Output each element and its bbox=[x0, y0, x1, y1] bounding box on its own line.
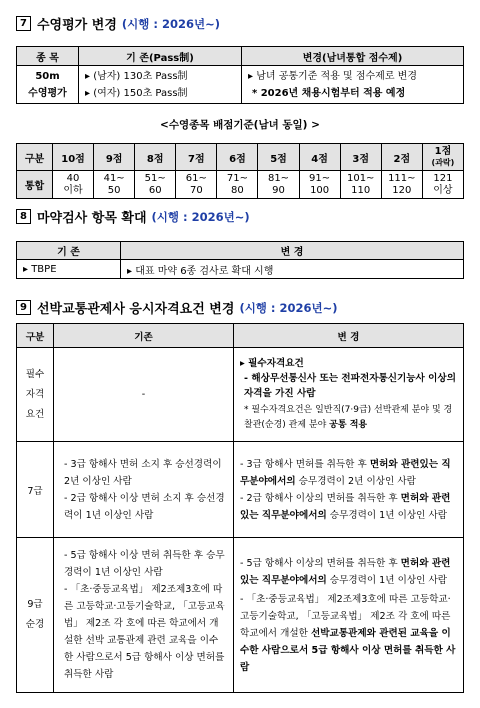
col-header: 기 존 bbox=[17, 242, 121, 260]
row-label-line: 9급 bbox=[27, 599, 43, 610]
before-cell bbox=[54, 442, 234, 538]
after-text: - 「초·중등교육법」 제2조제3호에 따른 고등학교·고등기술학교, 「고등교육법」 제2조 각 호에 따른 학교에서 개설한 bbox=[240, 593, 451, 639]
score-col-header: 5점 bbox=[258, 144, 299, 171]
after-note: * 2026년 채용시험부터 적용 예정 bbox=[252, 87, 406, 99]
score-value: 80 bbox=[231, 184, 244, 196]
row-label: 통합 bbox=[17, 171, 53, 199]
row-label bbox=[17, 538, 54, 693]
drug-test-table bbox=[16, 241, 464, 279]
score-cell bbox=[217, 171, 258, 199]
row-label-line: 자격 bbox=[25, 388, 45, 400]
after-text: - 3급 항해사 면허를 취득한 후 bbox=[240, 458, 370, 470]
score-value: 120 bbox=[392, 184, 412, 196]
col-header: 기 존(Pass制) bbox=[79, 47, 242, 66]
swim-change-table bbox=[16, 46, 464, 104]
before-line: ▸ (남자) 130초 Pass制 bbox=[85, 70, 188, 82]
score-value: 이하 bbox=[63, 184, 83, 196]
before-line: ▸ (여자) 150초 Pass制 bbox=[85, 87, 188, 99]
section-heading: 선박교통관제사 응시자격요건 변경 bbox=[37, 302, 235, 317]
section-number: 9 bbox=[16, 300, 31, 315]
score-col-header: 구분 bbox=[17, 144, 53, 171]
col-header: 변 경 bbox=[234, 324, 464, 348]
score-value: 41~ bbox=[103, 172, 125, 184]
after-item bbox=[240, 591, 457, 676]
section-7-title bbox=[16, 14, 220, 33]
score-value: 61~ bbox=[185, 172, 207, 184]
score-cell bbox=[94, 171, 135, 199]
fail-note: (과락) bbox=[431, 158, 455, 167]
after-text: 승무경력이 1년 이상인 사람 bbox=[326, 574, 447, 586]
after-emphasis: 선박교통관제와 관련된 교육을 이수한 사람으로서 5급 항해사 이상 면허를 취득한 사람 bbox=[240, 627, 456, 673]
event-line: 50m bbox=[35, 70, 60, 82]
score-col-label: 1점 bbox=[434, 146, 452, 157]
score-value: 이상 bbox=[433, 184, 453, 196]
after-emphasis: 면허와 관련 있는 직무분야에서의 bbox=[240, 557, 451, 586]
after-note bbox=[240, 403, 457, 433]
row-label: 7급 bbox=[17, 442, 54, 538]
score-table-title: <수영종목 배점기준(남녀 동일) > bbox=[160, 119, 320, 131]
score-value: 101~ bbox=[346, 172, 375, 184]
after-text: 승무경력이 2년 이상인 사람 bbox=[295, 475, 416, 487]
after-text: - 2급 항해사 이상의 면허를 취득한 후 bbox=[240, 492, 401, 504]
after-text: 승무경력이 1년 이상인 사람 bbox=[326, 509, 447, 521]
score-col-header: 6점 bbox=[217, 144, 258, 171]
score-col-header bbox=[422, 144, 463, 171]
before-item: - 5급 항해사 이상 면허 취득한 후 승무경력이 1년 이상인 사람 bbox=[64, 550, 225, 578]
col-header: 변경(남녀통합 점수제) bbox=[242, 47, 464, 66]
row-label bbox=[17, 348, 54, 442]
after-item bbox=[240, 490, 457, 524]
row-label-line: 필수 bbox=[25, 368, 45, 380]
score-col-header: 10점 bbox=[53, 144, 94, 171]
score-col-header: 3점 bbox=[340, 144, 381, 171]
vts-qualification-table bbox=[16, 323, 464, 693]
section-9-title bbox=[16, 298, 338, 317]
table-row bbox=[17, 442, 464, 538]
section-heading: 마약검사 항목 확대 bbox=[37, 211, 147, 226]
before-cell: - bbox=[54, 348, 234, 442]
score-col-header: 2점 bbox=[381, 144, 422, 171]
before-item: - 3급 항해사 면허 소지 후 승선경력이 2년 이상인 사람 bbox=[64, 458, 222, 487]
score-value: 60 bbox=[148, 184, 162, 196]
after-emphasis: 면허와 관련있는 직무분야에서의 bbox=[240, 492, 451, 521]
note-text: * 필수자격요건은 일반직(7·9급) 선박관제 분야 및 경찰관(순경) 관제 분야 bbox=[244, 405, 453, 430]
after-text: - 5급 항해사 이상의 면허를 취득한 후 bbox=[240, 557, 401, 569]
score-value: 100 bbox=[310, 184, 330, 196]
effective-date: (시행 : 2026년~) bbox=[239, 300, 338, 315]
after-cell bbox=[234, 348, 464, 442]
score-cell bbox=[381, 171, 422, 199]
row-label-line: 요건 bbox=[25, 408, 45, 420]
score-cell bbox=[53, 171, 94, 199]
score-col-header: 8점 bbox=[135, 144, 176, 171]
after-item bbox=[240, 456, 457, 490]
score-table bbox=[16, 143, 464, 199]
table-row bbox=[17, 348, 464, 442]
score-cell bbox=[299, 171, 340, 199]
after-cell bbox=[234, 442, 464, 538]
after-cell bbox=[234, 538, 464, 693]
after-item bbox=[240, 555, 457, 589]
section-heading: 수영평가 변경 bbox=[37, 18, 117, 33]
col-header: 기존 bbox=[54, 324, 234, 348]
effective-date: (시행 : 2026년~) bbox=[151, 209, 250, 224]
section-number: 8 bbox=[16, 209, 31, 224]
event-line: 수영평가 bbox=[28, 87, 67, 99]
score-cell bbox=[135, 171, 176, 199]
score-value: 81~ bbox=[267, 172, 290, 184]
score-value: 51~ bbox=[144, 172, 166, 184]
score-col-header: 4점 bbox=[299, 144, 340, 171]
after-cell bbox=[242, 66, 464, 104]
effective-date: (시행 : 2026년~) bbox=[121, 16, 220, 31]
after-cell: ▸ 대표 마약 6종 검사로 확대 시행 bbox=[121, 260, 464, 279]
score-cell bbox=[258, 171, 299, 199]
score-value: 70 bbox=[189, 184, 203, 196]
section-number: 7 bbox=[16, 16, 31, 31]
after-emphasis: 면허와 관련있는 직무분야에서의 bbox=[240, 458, 451, 487]
before-cell bbox=[79, 66, 242, 104]
score-value: 91~ bbox=[309, 172, 331, 184]
event-cell bbox=[17, 66, 79, 104]
before-cell: ▸ TBPE bbox=[17, 260, 121, 279]
before-cell bbox=[54, 538, 234, 693]
score-value: 71~ bbox=[226, 172, 248, 184]
after-line: ▸ 남녀 공통기준 적용 및 점수제로 변경 bbox=[248, 70, 417, 82]
score-value: 121 bbox=[433, 172, 453, 184]
score-value: 40 bbox=[66, 172, 80, 184]
score-row bbox=[17, 171, 464, 199]
before-item: - 「초·중등교육법」 제2조제3호에 따른 고등학교·고등기술학교, 「고등교육법」 제2조 각 호에 따른 학교에서 개설한 선박 교통관제 관련 교육을 이수한 사람으로서 5급 항해사 이상 면허를 취득한 사람 bbox=[64, 584, 225, 680]
after-item: - 해상무선통신사 또는 전파전자통신기능사 이상의 자격을 가진 사람 bbox=[244, 373, 456, 399]
col-header: 구분 bbox=[17, 324, 54, 348]
after-title: ▸ 필수자격요건 bbox=[240, 358, 304, 369]
section-8-title bbox=[16, 207, 250, 226]
table-row bbox=[17, 538, 464, 693]
score-cell bbox=[422, 171, 463, 199]
score-col-header: 9점 bbox=[94, 144, 135, 171]
col-header: 종 목 bbox=[17, 47, 79, 66]
score-cell bbox=[176, 171, 217, 199]
note-emphasis: 공통 적용 bbox=[329, 420, 368, 430]
score-value: 90 bbox=[272, 184, 285, 196]
before-item: - 2급 항해사 이상 면허 소지 후 승선경력이 1년 이상인 사람 bbox=[64, 492, 225, 521]
col-header: 변 경 bbox=[121, 242, 464, 260]
row-label-line: 순경 bbox=[25, 619, 45, 630]
score-value: 110 bbox=[351, 184, 371, 196]
score-value: 111~ bbox=[388, 172, 416, 184]
score-cell bbox=[340, 171, 381, 199]
score-col-header: 7점 bbox=[176, 144, 217, 171]
score-value: 50 bbox=[107, 184, 121, 196]
